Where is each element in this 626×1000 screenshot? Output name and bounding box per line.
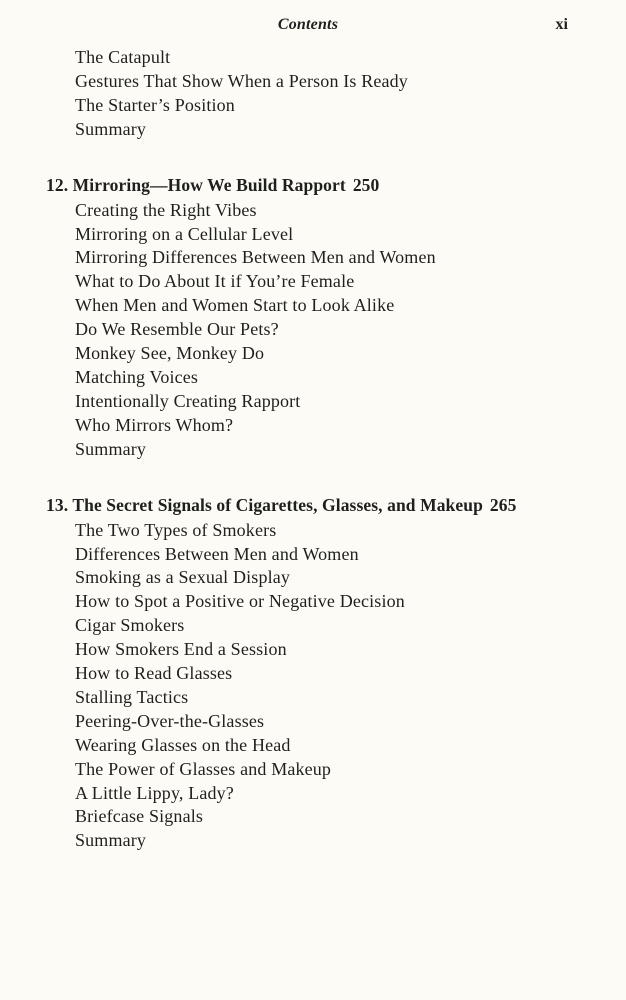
toc-entry: Monkey See, Monkey Do bbox=[75, 343, 265, 364]
chapter-heading bbox=[0, 493, 626, 517]
toc-entry: Do We Resemble Our Pets? bbox=[75, 319, 279, 340]
toc-entry: Gestures That Show When a Person Is Ready bbox=[75, 70, 408, 91]
toc-entry: How to Read Glasses bbox=[75, 663, 233, 684]
chapter-title: Mirroring—How We Build Rapport bbox=[72, 174, 346, 195]
toc-entry: Summary bbox=[75, 118, 147, 139]
running-head-page-number: xi bbox=[555, 16, 568, 33]
continued-entries bbox=[0, 46, 626, 142]
chapter-13 bbox=[0, 493, 626, 854]
toc-entry: When Men and Women Start to Look Alike bbox=[75, 295, 395, 316]
toc-entry: Wearing Glasses on the Head bbox=[75, 734, 291, 755]
toc-entry: What to Do About It if You’re Female bbox=[75, 271, 355, 292]
toc-entry: Briefcase Signals bbox=[75, 806, 204, 827]
chapter-heading bbox=[0, 173, 626, 197]
toc-entry: Differences Between Men and Women bbox=[75, 543, 359, 564]
toc-entry: Smoking as a Sexual Display bbox=[75, 567, 291, 588]
toc-entry: Intentionally Creating Rapport bbox=[75, 390, 301, 411]
toc-entry: The Catapult bbox=[75, 47, 171, 67]
toc-entry: Mirroring Differences Between Men and Women bbox=[75, 247, 436, 268]
toc-entry: Creating the Right Vibes bbox=[75, 199, 257, 220]
toc-entry: Peering-Over-the-Glasses bbox=[75, 710, 265, 731]
chapter-page-number: 265 bbox=[489, 494, 517, 515]
toc-entry: Cigar Smokers bbox=[75, 615, 185, 636]
toc-entry: Summary bbox=[75, 830, 147, 851]
toc-entry: The Starter’s Position bbox=[75, 94, 235, 115]
toc-entry: The Power of Glasses and Makeup bbox=[75, 758, 332, 779]
toc-entry: The Two Types of Smokers bbox=[75, 519, 277, 540]
chapter-page-number: 250 bbox=[352, 174, 380, 195]
toc-entry: How Smokers End a Session bbox=[75, 639, 287, 660]
running-head bbox=[0, 14, 626, 38]
chapter-number: 12. bbox=[46, 174, 69, 195]
table-of-contents bbox=[0, 46, 626, 853]
toc-entry: Who Mirrors Whom? bbox=[75, 414, 234, 435]
chapter-title: The Secret Signals of Cigarettes, Glasses, and Makeup bbox=[72, 494, 483, 515]
toc-entry: Mirroring on a Cellular Level bbox=[75, 223, 294, 244]
toc-entry: How to Spot a Positive or Negative Decision bbox=[75, 591, 405, 612]
chapter-12 bbox=[0, 173, 626, 462]
chapter-number: 13. bbox=[46, 494, 69, 515]
toc-entry: Summary bbox=[75, 438, 147, 459]
toc-entry: A Little Lippy, Lady? bbox=[75, 782, 234, 803]
toc-entry: Matching Voices bbox=[75, 366, 199, 387]
toc-entry: Stalling Tactics bbox=[75, 686, 189, 707]
running-head-title: Contents bbox=[277, 16, 339, 33]
